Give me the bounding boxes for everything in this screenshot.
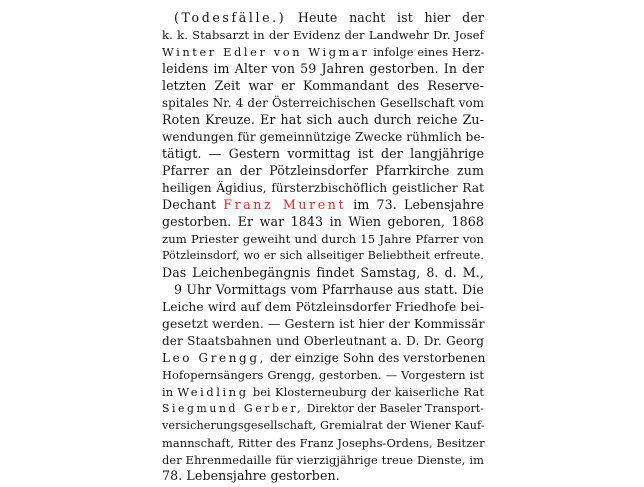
newspaper-clipping: [162, 4, 486, 483]
text-segment: Dechant: [162, 197, 224, 212]
text-segment: letzten Zeit war er Kommandant des Reserve-: [162, 78, 484, 93]
text-segment: spitales Nr. 4 der Österreichischen Gesellschaft vom: [162, 96, 484, 110]
text-segment: tätigt. — Gestern vormittag ist der langjährige: [162, 146, 484, 161]
highlighted-name: Franz Murent: [223, 197, 347, 212]
text-segment: Leiche wird auf dem Pötzleinsdorfer Friedhofe bei-: [162, 300, 484, 314]
text-segment: 78. Lebensjahre gestorben.: [162, 468, 340, 483]
text-segment: heiligen Ägidius, fürsterzbischöflich geistlicher Rat: [162, 181, 484, 195]
text-segment: leidens im Alter von 59 Jahren gestorben. In der: [162, 61, 484, 76]
text-segment: mannschaft, Ritter des Franz Josephs-Ordens, Besitzer: [162, 436, 485, 450]
text-segment: Direktor der Baseler Transport-: [303, 402, 484, 415]
text-segment: gestorben. Er war 1843 in Wien geboren, 1868: [162, 214, 484, 229]
text-segment: bei Klosterneuburg der kaiserliche Rat: [248, 385, 485, 399]
text-line: [162, 465, 484, 487]
text-segment: infolge eines Herz-: [369, 45, 485, 59]
text-segment: der einzige Sohn des verstorbenen: [266, 351, 486, 365]
text-segment: wendungen für gemeinnützige Zwecke rühmlich be-: [162, 130, 485, 144]
place-name: Weidling: [177, 385, 249, 399]
text-segment: Hofopernsängers Grengg, gestorben. — Vorgestern ist: [162, 368, 484, 382]
person-name: Winter Edler von Wigmar: [162, 45, 370, 59]
text-segment: gesetzt werden. — Gestern ist hier der Kommissär: [162, 316, 485, 331]
text-segment: Das Leichenbegängnis findet Samstag, 8. d. M.,: [162, 265, 484, 280]
text-segment: zum Priester geweiht und durch 15 Jahre Pfarrer von: [162, 232, 484, 246]
person-name: Siegmund Gerber,: [162, 402, 304, 415]
text-segment: in: [162, 385, 178, 399]
text-segment: im 73. Lebensjahre: [346, 197, 484, 212]
text-segment: der Staatsbahnen und Oberleutnant a. D. Dr. Georg: [162, 334, 484, 348]
text-segment: Pötzleinsdorf, wo er sich allseitiger Beliebtheit erfreute.: [162, 249, 484, 262]
text-segment: k. k. Stabsarzt in der Evidenz der Landwehr Dr. Josef: [162, 28, 484, 42]
text-segment: versicherungsgesellschaft, Gremialrat der Wiener Kauf-: [162, 419, 485, 432]
text-segment: der Ehrenmedaille für vierzigjährige treue Dienste, im: [162, 453, 484, 467]
text-segment: Heute nacht ist hier der: [286, 10, 484, 25]
text-segment: 9 Uhr Vormittags vom Pfarrhause aus statt. Die: [174, 282, 484, 297]
section-heading: (Todesfälle.): [174, 10, 287, 25]
person-name: Leo Grengg,: [162, 351, 267, 365]
text-segment: Pfarrer an der Pötzleinsdorfer Pfarrkirche zum: [162, 163, 484, 178]
text-segment: Roten Kreuze. Er hat sich auch durch reiche Zu-: [162, 112, 484, 127]
